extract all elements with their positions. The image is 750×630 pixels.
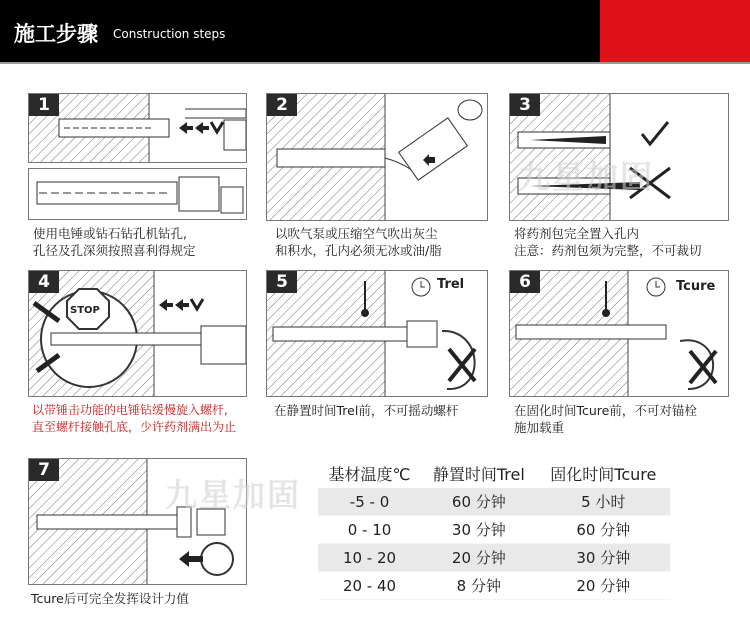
cure-time-table bbox=[318, 458, 670, 600]
table-row bbox=[318, 544, 670, 572]
step-5-caption: 在静置时间Trel前，不可摇动螺杆 bbox=[274, 403, 459, 418]
hole-depth-illustration bbox=[29, 169, 246, 219]
table-header-row bbox=[318, 458, 670, 488]
step-number: 5 bbox=[267, 271, 297, 293]
drill-illustration bbox=[29, 94, 246, 162]
table-header: 固化时间Tcure bbox=[550, 464, 657, 484]
table-header: 静置时间Trel bbox=[432, 464, 525, 484]
divider bbox=[0, 62, 750, 64]
header-bar bbox=[0, 0, 750, 62]
step-1-caption: 使用电锤或钻石钻孔机钻孔, 孔径及孔深须按照喜利得规定 bbox=[33, 226, 196, 258]
stop-sign-label: STOP bbox=[70, 305, 100, 316]
step-1-panel-top bbox=[28, 93, 247, 163]
step-number: 7 bbox=[29, 459, 59, 481]
table-cell: 30 分钟 bbox=[421, 516, 537, 544]
table-cell: 30 分钟 bbox=[537, 544, 670, 572]
step-number: 3 bbox=[510, 94, 540, 116]
table-cell: 20 分钟 bbox=[421, 544, 537, 572]
step-1-panel-bottom bbox=[28, 168, 247, 220]
table-cell: 8 分钟 bbox=[421, 572, 537, 600]
table-cell: 20 分钟 bbox=[537, 572, 670, 600]
table-cell: 20 - 40 bbox=[318, 572, 421, 600]
watermark: 九星加固 bbox=[518, 158, 655, 196]
table-row bbox=[318, 572, 670, 600]
set-rod-illustration bbox=[29, 271, 246, 396]
step-4-caption: 以带锤击功能的电锤钻缓慢旋入螺杆, 直至螺杆接触孔底，少许药剂满出为止 bbox=[32, 403, 237, 434]
table-cell: 60 分钟 bbox=[421, 488, 537, 516]
step-6-panel bbox=[509, 270, 729, 397]
table-cell: 5 小时 bbox=[537, 488, 670, 516]
step-4-panel bbox=[28, 270, 247, 397]
step-6-caption: 在固化时间Tcure前，不可对锚栓 施加载重 bbox=[514, 403, 697, 435]
table-cell: 10 - 20 bbox=[318, 544, 421, 572]
table-row bbox=[318, 488, 670, 516]
table-cell: -5 - 0 bbox=[318, 488, 421, 516]
step-7-caption: Tcure后可完全发挥设计力值 bbox=[31, 591, 189, 606]
step-number: 1 bbox=[29, 94, 59, 116]
step-2-panel bbox=[266, 93, 488, 221]
step-number: 4 bbox=[29, 271, 59, 293]
step-2-caption: 以吹气泵或压缩空气吹出灰尘 和积水，孔内必须无冰或油/脂 bbox=[275, 226, 442, 258]
step-number: 2 bbox=[267, 94, 297, 116]
step-3-panel bbox=[509, 93, 729, 221]
table-row bbox=[318, 516, 670, 544]
step-5-panel bbox=[266, 270, 488, 397]
watermark: 九星加固 bbox=[165, 476, 302, 514]
step-3-caption: 将药剂包完全置入孔内 注意：药剂包须为完整，不可裁切 bbox=[514, 226, 702, 258]
page-subtitle: Construction steps bbox=[113, 27, 226, 41]
blow-out-illustration bbox=[267, 94, 487, 220]
table-cell: 0 - 10 bbox=[318, 516, 421, 544]
page-title: 施工步骤 bbox=[14, 22, 98, 46]
table-cell: 60 分钟 bbox=[537, 516, 670, 544]
table-header: 基材温度℃ bbox=[328, 464, 411, 484]
header-accent bbox=[600, 0, 750, 62]
trel-label: Trel bbox=[437, 277, 465, 292]
step-number: 6 bbox=[510, 271, 540, 293]
tcure-label: Tcure bbox=[676, 279, 716, 294]
